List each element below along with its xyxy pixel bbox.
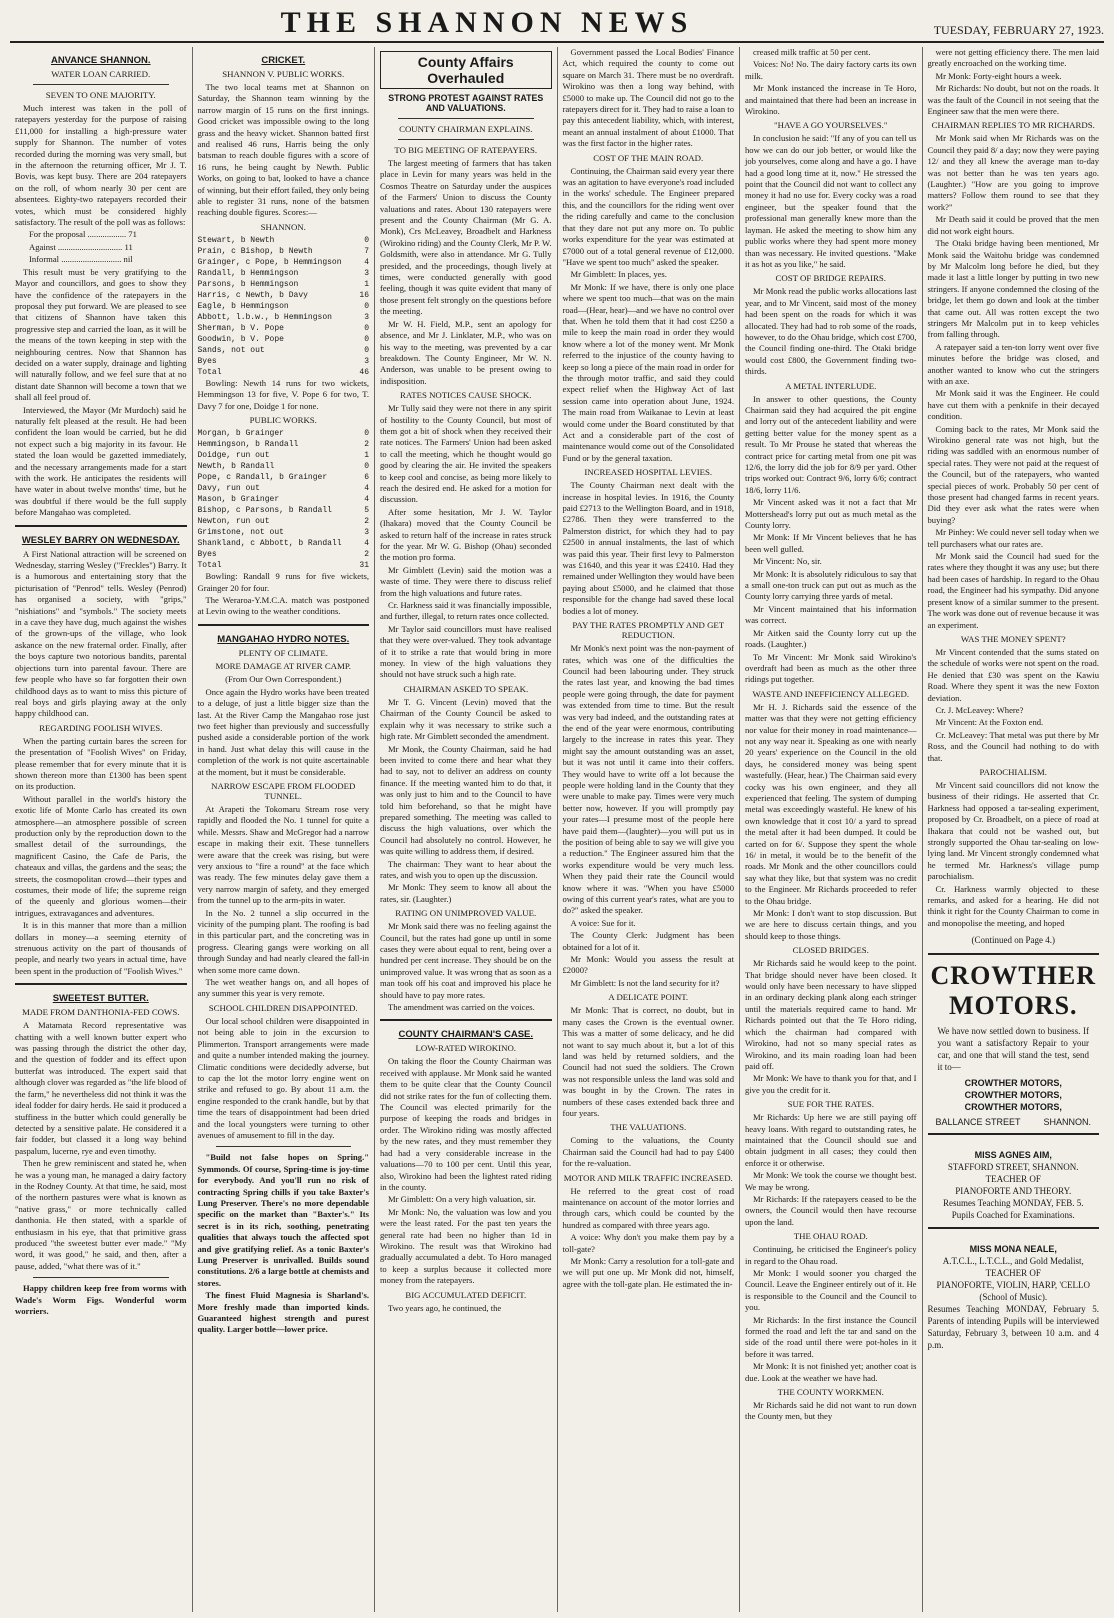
paragraph: The Otaki bridge having been mentioned, Mr Monk said the Waitohu bridge was condemned by Mr Malcolm long before he died, but they made it last a little longer by putting in two new stringers. If anyone condemned the closing of the bridge, let them go down and look at the timber that came out. All was rotten except the two stringers Mr Malcolm put in to keep vehicles from falling through.: [927, 238, 1099, 340]
paragraph: Mr Monk, the County Chairman, said he had been invited to come there and hear what they had to say, not to deliver an address on county finance. If the meeting wanted him to do that, it was only just to him and to the Council to have told him beforehand, so that he might have prepared something. The meeting was called to discuss the high valuations, over which the Council had absolutely no control. However, he was quite willing to address them, if desired.: [380, 743, 552, 857]
score-row: [198, 560, 370, 571]
paragraph: Our local school children were disappointed in not being able to join in the excursion to Plimmerton. Transport arrangements were made and quite a number intended making the journey. Climatic conditions were decidedly adverse, but to cap the lot the motor lorry engine went on strike and refused to go. By about 11 a.m. the engine responded to the crank handle, but by that time the tears of disappointment had been dried and the local youngsters were turning to other avenues of amusement to fill in the day.: [197, 1015, 369, 1140]
paragraph: Mr Monk: If we have, there is only one place where we spent too much—that was on the main road—(Hear, hear)—and we have no control over that. When he told them that it had cost £250 a mile to keep the main road in order they would know where a lot of the money went. Mr Monk referred to the injustice of the county having to keep so long a piece of the main road in order for the through motor traffic, and said they could expect relief when the Highway Act of last session came into operation about June, 1924. The main road from Waikanae to Levin at least would come under the Board constituted by that Act and a considerable part of the cost of maintenance would come out of the Consolidated Fund or by the general taxation.: [562, 281, 734, 463]
advertisement-text: "Build not false hopes on Spring." Symmonds. Of course, Spring-time is joy-time for everybody. And you'll run no risk of contracting Spring chills if you take Baxter's Lung Preserver. There's no more dependable specific on the market than "Baxter's." Its secret is in its rich, soothing, penetrating qualities that always touch the affected spot and give gratifying relief. As a tonic Baxter's Lung Preserver is unrivalled. Builds sound constitutions. 2/6 a large bottle at chemists and stores.: [197, 1152, 369, 1288]
batsman: Sherman, b V. Pope: [197, 323, 284, 333]
score-row: [198, 461, 370, 472]
column-6: [923, 47, 1105, 1612]
score-row: [198, 439, 370, 450]
divider: [33, 1277, 169, 1278]
batsman: Newton, run out: [197, 517, 270, 527]
paragraph: Mr Monk: Would you assess the result at £2000?: [562, 954, 734, 976]
paragraph: Mr W. H. Field, M.P., sent an apology for absence, and Mr J. Linklater, M.P., who was on his way to the meeting, was prevented by a car breakdown. The County Engineer, Mr W. N. Anderson, was unable to be present owing to indisposition.: [380, 318, 552, 386]
score-row: [198, 235, 370, 246]
paragraph: Mr Monk said when Mr Richards was on the Council they paid 8/ a day; now they were paying 12/ and they all knew the average man to-day was not better than he was ten years ago. (Laughter.) "How are you going to improve matters? Follow them round to see that they work?": [927, 133, 1099, 212]
paragraph: were not getting efficiency there. The men laid greatly encroached on the working time.: [927, 47, 1099, 69]
paragraph: Mr Gimblett: On a very high valuation, sir.: [388, 1194, 536, 1205]
headline: MANGAHAO HYDRO NOTES.: [217, 633, 350, 645]
headline: WESLEY BARRY ON WEDNESDAY.: [21, 534, 180, 546]
score-row: [198, 549, 370, 560]
paragraph: Mr Monk: It is not finished yet; another coat is due. Look at the weather we have had.: [745, 1361, 917, 1383]
subheadline: MADE FROM DANTHONIA-FED COWS.: [22, 1007, 180, 1018]
subheadline: REGARDING FOOLISH WIVES.: [39, 722, 163, 733]
paragraph: The Weraroa-Y.M.C.A. match was postponed at Levin owing to the weather conditions.: [197, 594, 369, 617]
runs: 1: [364, 451, 369, 461]
paragraph: Mr Richards said he would keep to the point. That bridge should never have been closed. It would only have been necessary to have slipped in an ordinary decking plank along each stringer until the materials required came to hand. Mr Richards pointed out that the Te Horo riding, which the chairman had compared with Wirokino, had not so many special rates as Wirokino, and its main roading loan had been paid off.: [745, 958, 917, 1071]
paragraph: Mr Monk: Carry a resolution for a toll-gate and we will put one up. Mr Monk did not, himself, agree with the toll-gate plan. He estimated the in-: [562, 1256, 734, 1289]
batsman: Mason, b Grainger: [197, 495, 280, 505]
paragraph: Then he grew reminiscent and stated he, when he was a young man, he managed a dairy factory in the Rodney County. At that time, he said, most of the northern pastures were what is known as "native grass," or more technically called danthonia. He then stated, with a sparkle of enthusiasm in his eye, that that primitive grass produced "the sweetest butter ever made." "My word, it was good," he said, and then, after a pause, added, "what there was of it.": [15, 1158, 187, 1271]
batsman: Randall, b Hemmingson: [197, 268, 299, 278]
issue-date: TUESDAY, FEBRUARY 27, 1923.: [933, 23, 1104, 37]
ad-line: Resumes Teaching MONDAY, FEB. 5.: [943, 1198, 1084, 1209]
ad-town: SHANNON.: [1043, 1117, 1091, 1128]
paragraph: After some hesitation, Mr J. W. Taylor (Ihakara) moved that the County Council be asked to return half of the increase in rates struck for the year. Mr W. G. Bishop (Ohau) seconded the motion pro forma.: [380, 506, 552, 563]
paragraph: In the No. 2 tunnel a slip occurred in the vicinity of the pumping plant. The roofing is bad in this particular part, and the concreting was in progress. Clearing gangs were working on all through Sunday and had nearly cleared the fall-in when some more came down.: [197, 907, 369, 975]
ad-title: MISS MONA NEALE,: [969, 1244, 1057, 1255]
batsman: Hemmingson, b Randall: [197, 440, 299, 450]
divider: [33, 84, 169, 85]
subheadline: CLOSED BRIDGES.: [792, 945, 869, 956]
subheadline: A DELICATE POINT.: [608, 992, 689, 1003]
subheadline: "HAVE A GO YOURSELVES.": [774, 120, 888, 131]
advertisement-crowther-motors: [928, 953, 1100, 1135]
column-2: [193, 47, 376, 1612]
paragraph: Much interest was taken in the poll of ratepayers yesterday for the purpose of raising £11,000 for installing a high-pressure water supply for Shannon. The number of votes recorded during the morning was very small, but in the afternoon the returning officer, Mr J. T. Bovis, was kept busy. There are 204 ratepayers on the roll, of whom nearly 30 per cent are absentees. Eighty-two ratepayers recorded their votes, which must be considered highly satisfactory. The result of the poll was as follows:: [15, 103, 187, 228]
runs: 5: [364, 506, 369, 516]
score-row: [198, 367, 370, 378]
subheadline: SEVEN TO ONE MAJORITY.: [45, 90, 156, 100]
paragraph: Voices: No! No. The dairy factory carts its own milk.: [745, 59, 917, 81]
column-4: [558, 47, 741, 1612]
paragraph: Bowling: Newth 14 runs for two wickets, Hemmingson 13 for five, V. Pope 6 for two, T. Davy 7 for one, Doidge 1 for none.: [197, 377, 369, 411]
runs: 0: [364, 345, 369, 355]
subheadline: COUNTY CHAIRMAN EXPLAINS.: [399, 124, 533, 134]
paragraph: This result must be very gratifying to the Mayor and councillors, and goes to show they have the confidence of the ratepayers in the proposal they put forward. We are pleased to see that citizens of Shannon have taken this progressive step and carried the loan, as it will be the means of the town keeping in step with the neighbouring centres. Now that Shannon has decided on a water supply, drainage and lighting will naturally follow, and we feel sure that at no distant date Shannon will become a town that we shall all feel proud of.: [15, 266, 187, 403]
byline: (From Our Own Correspondent.): [225, 673, 342, 684]
headline: ANVANCE SHANNON.: [50, 55, 151, 66]
headline: SWEETEST BUTTER.: [52, 993, 149, 1005]
ad-line: TEACHER OF: [985, 1268, 1041, 1279]
paragraph: The wet weather hangs on, and all hopes of any summer this year is very remote.: [197, 977, 369, 999]
paragraph: Bowling: Randall 9 runs for five wickets, Grainger 20 for four.: [197, 571, 369, 593]
paragraph: A voice: Why don't you make them pay by a toll-gate?: [562, 1232, 734, 1254]
ad-line: Pupils Coached for Examinations.: [951, 1210, 1075, 1221]
batsman: Stewart, b Newth: [197, 235, 275, 245]
subheadline: PAROCHIALISM.: [979, 766, 1047, 777]
subheadline: WATER LOAN CARRIED.: [51, 69, 151, 79]
score-row: [198, 505, 370, 516]
batsman: Parsons, b Hemmingson: [197, 279, 299, 289]
divider: [198, 624, 370, 626]
paragraph: The amendment was carried on the voices.: [388, 1002, 535, 1013]
paragraph: Mr Monk read the public works allocations last year, and to Mr Vincent, said most of the money had been spent on the roads for which it was allocated. They had had to rob some of the roads, however, to do the Ohau bridge, which cost £700, the Council finding one-third. The Otaki bridge would cost £800, the Government finding two-thirds.: [745, 286, 917, 377]
runs: 0: [364, 301, 369, 311]
paragraph: Coming to the valuations, the County Chairman said the Council had had to pay £400 for the re-valuation.: [562, 1135, 734, 1169]
score-row: [198, 538, 370, 549]
paragraph: Mr Monk: If Mr Vincent believes that he has been well gulled.: [745, 532, 917, 554]
paragraph: Mr Tully said they were not there in any spirit of hostility to the County Council, but most of them got a bit of shock when they received their rate notices. The Farmers' Union had been asked to call the meeting, which he thought would go good by clearing the air. He invited the speakers to keep cool and concise, as being more likely to reach the desired end. He asked for a motion for discussion.: [380, 403, 552, 505]
paragraph: Mr Monk: It is absolutely ridiculous to say that a small one-ton truck can put out as much as the County lorry carrying three yards of metal.: [745, 568, 917, 602]
paragraph: Mr Gimblett: In places, yes.: [570, 269, 667, 280]
masthead: [10, 8, 1104, 43]
paragraph: Mr Monk: No, the valuation was low and you were the least rated. For the past ten years the general rate had been no higher than 1d in Wirokino. The result was that Wirokino had gradually accumulated a debt. To Horo managed to keep a surplus because it collected more money from the ratepayers.: [380, 1206, 552, 1286]
subheadline: LOW-RATED WIROKINO.: [415, 1043, 516, 1054]
paragraph: Mr Vincent asked was it not a fact that Mr Mottershead's lorry put out as much metal as the County lorry.: [745, 497, 917, 531]
scorecard-shannon: [198, 235, 370, 378]
paragraph: Cr. McLeavey: That metal was put there by Mr Ross, and the Council had nothing to do with that.: [927, 729, 1099, 763]
batsman: Shankland, c Abbott, b Randall: [197, 539, 342, 549]
paragraph: Cr. Harkness said it was financially impossible, and further, illegal, to return rates once collected.: [380, 600, 552, 622]
paragraph: Mr Death said it could be proved that the men did not work eight hours.: [927, 214, 1099, 236]
score-row: [198, 246, 370, 257]
runs: 4: [364, 539, 369, 549]
score-row: [198, 356, 370, 367]
runs: 7: [364, 246, 369, 256]
batsman: Sands, not out: [197, 345, 265, 355]
runs: 1: [364, 279, 369, 289]
paragraph: Interviewed, the Mayor (Mr Murdoch) said he naturally felt pleased at the result. He had been confident the loan would be carried, but he did not expect such a big majority in its favour. He stated the loan would be gazetted immediately, and the necessary arrangements made for a start with the work. He anticipates the residents will have water in about twelve months' time, but he was doubtful if there would be the full supply before Mangahao was completed.: [15, 404, 187, 518]
paragraph: Government passed the Local Bodies' Finance Act, which required the county to come out square on March 31. There must be no overdraft. Wirokino was then a long way behind, with £5000 to make up. The Council did not go to the ratepayers direct for it. They had to raise a loan to pay this antecedent liability, which, with interest, meant an annual instalment of about £1000. That was the first factor in the higher rates.: [562, 47, 734, 149]
batsman: Total: [197, 561, 222, 571]
batsman: Davy, run out: [197, 484, 260, 494]
batsman: Eagle, b Hemmingson: [197, 301, 289, 311]
ad-title: CROWTHER MOTORS.: [930, 961, 1096, 1021]
batsman: Doidge, run out: [197, 451, 270, 461]
runs: 3: [364, 528, 369, 538]
score-row: [198, 257, 370, 268]
paragraph: A voice: Sue for it.: [570, 917, 636, 928]
score-row: [198, 450, 370, 461]
paragraph: Mr Monk: Forty-eight hours a week.: [935, 70, 1062, 81]
paragraph: Mr Richards: No doubt, but not on the roads. It was the fault of the Council in not seeing that the Engineer saw that the men were there.: [927, 83, 1099, 117]
columns: [10, 47, 1104, 1612]
paragraph: Once again the Hydro works have been treated to a deluge, of just a little bigger size than the last. At the River Camp the Mangahao rose just two feet higher than previously and successfully pushed aside a considerable portion of the work in hand. Just what delay this will cause in the completion of the work is not quite ascertainable at the moment, but it must be considerable.: [197, 686, 369, 777]
paragraph: Mr Monk: I don't want to stop discussion. But we are here to discuss certain things, and you should keep to those things.: [745, 908, 917, 941]
runs: 3: [364, 356, 369, 366]
score-row: [198, 527, 370, 538]
ad-line: PIANOFORTE AND THEORY.: [955, 1186, 1072, 1197]
score-row: [198, 483, 370, 494]
paragraph: The chairman: They want to hear about the rates, and wish you to open up the discussion.: [380, 858, 552, 880]
subheadline: TO BIG MEETING OF RATEPAYERS.: [394, 145, 538, 155]
paragraph: He referred to the great cost of road maintenance on account of the motor lorries and through cars, which could be counted by the hundred as compared with three years ago.: [562, 1185, 734, 1230]
team-name: PUBLIC WORKS.: [249, 415, 317, 426]
paragraph: Mr Monk: We took the course we thought best. We may be wrong.: [745, 1170, 917, 1192]
divider: [15, 983, 187, 985]
runs: 0: [364, 323, 369, 333]
team-name: SHANNON.: [260, 221, 306, 232]
batsman: Grimstone, not out: [197, 528, 284, 538]
paragraph: Mr Monk: That is correct, no doubt, but in many cases the Crown is the eventual owner. This was a matter of some delicacy, and he did not want to say much about it, but a lot of this land was held by returned soldiers, and the Council had not sued the soldiers. The Crown was not responsible unless the land was sold and was bought in by the Crown. The rates in numbers of these cases extended back three and four years.: [562, 1005, 734, 1118]
paragraph: Mr Monk: We have to thank you for that, and I give you the credit for it.: [745, 1073, 917, 1095]
batsman: Abbott, l.b.w., b Hemmingson: [197, 312, 332, 322]
subheadline: WAS THE MONEY SPENT?: [960, 633, 1066, 644]
subheadline: PLENTY OF CLIMATE.: [238, 647, 328, 658]
paragraph: Mr Vincent: No, sir.: [753, 556, 822, 567]
subheadline: INCREASED HOSPITAL LEVIES.: [584, 467, 713, 478]
paragraph: To Mr Vincent: Mr Monk said Wirokino's overdraft had been as much as the other three ridings put together.: [745, 651, 917, 685]
score-row: [198, 472, 370, 483]
divider: [398, 139, 534, 140]
runs: 4: [364, 484, 369, 494]
batsman: Prain, c Bishop, b Newth: [197, 246, 313, 256]
paragraph: In answer to other questions, the County Chairman said they had acquired the pit engine and lorry out of the antecedent liability and were getting better value for the money spent as a result. To Mr Prouse he stated that whereas the contract price for carting metal from one pit was 12/6, the lorry did the job for 8/9 per yard. Other trips worked out: Contract 9/6, lorry 6/6; contract 18/6, lorry 11/6.: [745, 393, 917, 495]
continuation-note: (Continued on Page 4.): [971, 935, 1055, 946]
paragraph: It is in this manner that more than a million dollars in money—a seeming eternity of strenuous activity on the part of thousands of people, and nearly two years in actual time, have been spent in the production of "Foolish Wives.": [15, 920, 187, 976]
column-1: [10, 47, 193, 1612]
subheadline: STRONG PROTEST AGAINST RATES AND VALUATIONS.: [388, 93, 544, 113]
headline: CRICKET.: [261, 55, 306, 66]
subheadline: SUE FOR THE RATES.: [787, 1099, 874, 1110]
subheadline: MOTOR AND MILK TRAFFIC INCREASED.: [563, 1172, 733, 1183]
paragraph: When the parting curtain bares the screen for the presentation of "Foolish Wives" on Friday, please remember that for every minute that it is shown thereon more than £1300 has been spent on its production.: [15, 735, 187, 792]
ad-line: CROWTHER MOTORS,: [964, 1090, 1062, 1101]
ad-line: PIANOFORTE, VIOLIN, HARP, 'CELLO: [936, 1280, 1090, 1291]
divider: [216, 1146, 352, 1147]
subheadline: MORE DAMAGE AT RIVER CAMP.: [215, 660, 351, 671]
ad-address: [928, 1113, 1100, 1127]
paragraph: Mr Pinhey: We could never sell today when we tell purchasers what our rates are.: [927, 527, 1099, 549]
paragraph: Mr Richards said he did not want to run down the County men, but they: [745, 1400, 917, 1422]
batsman: Grainger, c Pope, b Hemmingson: [197, 257, 342, 267]
paragraph: The County Clerk: Judgment has been obtained for a lot of it.: [562, 930, 734, 952]
paragraph: Mr Monk said the Council had sued for the rates where they thought it was any use; but there had been cases of hardship. In regard to the Ohau road, the Engineer had his sympathy. Did anyone present know of a similar summer to the present. The work was done out of revenue because it was an experiment.: [927, 551, 1099, 630]
headline: COUNTY CHAIRMAN'S CASE.: [398, 1029, 534, 1041]
score-row: [198, 323, 370, 334]
subheadline: CHAIRMAN ASKED TO SPEAK.: [403, 683, 529, 694]
paragraph: Mr Richards: If the ratepayers ceased to be the owners, the Council would then have recourse upon the land.: [745, 1193, 917, 1227]
subheadline: THE VALUATIONS.: [610, 1122, 687, 1133]
score-row: [198, 290, 370, 301]
scorecard-public-works: [198, 428, 370, 571]
paragraph: Mr Richards: Up here we are still paying off heavy loans. With regard to outstanding rates, he maintained that the Council should sue and obtain judgment in all cases; they could then enforce it or otherwise.: [745, 1112, 917, 1168]
paragraph: Cr. Harkness warmly objected to these remarks, and asked for a hearing. He did not think it right for the County Chairman to come in and monopolise the meeting, and hoped: [927, 883, 1099, 928]
runs: 2: [364, 440, 369, 450]
ad-line: CROWTHER MOTORS,: [964, 1078, 1062, 1089]
score-row: [198, 301, 370, 312]
paragraph: Mr Taylor said councillors must have realised that they were over-valued. They took advantage of it to strike a rate that would bring in more money. In view of the high valuations they should not have struck such a high rate.: [380, 623, 552, 680]
subheadline: CHAIRMAN REPLIES TO MR RICHARDS.: [931, 120, 1095, 131]
paragraph: Continuing, the Chairman said every year there was an agitation to have everyone's road included in the works' schedule. The Engineer prepared this, and the councillors for the riding went over the riding carefully and came to the conclusion that they dare not put any more on. To public works expenditure for the year was estimated at £7000 out of a total general revenue of £12,000. "Have we spent too much" asked the speaker.: [562, 165, 734, 267]
score-row: [198, 516, 370, 527]
paragraph: A Matamata Record representative was chatting with a well known butter expert who was passing through the district the other day, and the question of fodder and its effect upon butterfat was introduced. The expert said that although clover was regarded as "the life blood of the farm," he nevertheless did not think it was the ideal fodder for dairy herds. He said it produced a stuffiness in the butter which could generally be detected by a sensitive palate. He considered it a fair fodder, but classed it a long way behind paspalum, lucerne, rye and even timothy.: [15, 1020, 187, 1156]
advertisement-text: Happy children keep free from worms with Wade's Worm Figs. Wonderful worm worriers.: [15, 1283, 187, 1316]
paragraph: Mr Monk: I would sooner you charged the Council. Leave the Engineer entirely out of it. He is responsible to the Council and the Council to you.: [745, 1268, 917, 1313]
runs: 2: [364, 517, 369, 527]
runs: 4: [364, 495, 369, 505]
divider: [15, 525, 187, 527]
subheadline: SCHOOL CHILDREN DISAPPOINTED.: [208, 1002, 358, 1013]
score-row: [198, 279, 370, 290]
paragraph: The County Chairman next dealt with the increase in hospital levies. In 1916, the County paid £2713 to the Wellington Board, and in 1918, £2786. Then they were transferred to the Palmerston district, for which they had to pay £2500 in annual instalments, the last of which was paid this year. Their first levy to Palmerston was £1640, and this year it was £2410. Had they remained under Wellington they would have been paying about £5000, and he claimed that those responsible for the change had saved these local bodies a lot of money.: [562, 480, 734, 616]
ad-line: STAFFORD STREET, SHANNON.: [947, 1162, 1079, 1173]
subheadline: RATES NOTICES CAUSE SHOCK.: [400, 390, 532, 401]
ad-line: CROWTHER MOTORS,: [964, 1102, 1062, 1113]
paragraph: Coming back to the rates, Mr Monk said the Wirokino general rate was not high, but the riding was saddled with an enormous number of special rates. They were not paid at the request of the Council, but of the ratepayers, who wanted special pieces of work. Probably 50 per cent of those present had changed farms in recent years. Did they ever ask what the rates were when buying?: [927, 423, 1099, 525]
main-headline: County Affairs Overhauled: [380, 51, 552, 89]
divider: [398, 118, 534, 119]
batsman: Pope, c Randall, b Grainger: [197, 473, 328, 483]
score-row: [198, 345, 370, 356]
runs: 0: [364, 429, 369, 439]
paragraph: creased milk traffic at 50 per cent.: [753, 47, 871, 57]
paragraph: Cr. J. McLeavey: Where?: [935, 704, 1024, 715]
paragraph: The largest meeting of farmers that has taken place in Levin for many years was held in the Cosmos Theatre on Saturday under the auspices of the Farmers' Union to discuss the County valuations and rates. About 130 ratepayers were present and the County Chairman (Mr G. A. Monk), Crs McLeavey, Broadbelt and Harkness (Wirokino riding) and the County Clerk, Mr P. W. Goldsmith, were also in attendance. Mr G. Tully presided, and the proceedings, though lively at times, were conducted generally with good feeling, though it was quite evident that many of those present felt strongly on the questions before the meeting.: [380, 158, 552, 317]
subheadline: WASTE AND INEFFICIENCY ALLEGED.: [752, 688, 910, 699]
score-row: [198, 268, 370, 279]
ad-line: (School of Music).: [979, 1292, 1048, 1303]
paragraph: In conclusion he said: "If any of you can tell us how we can do our job better, or would like the job yourselves, come along and have a go. I have had a good long time at it, now." He stressed the point that the Council did not want to collect any money it had no use for. Every cocky was a road engineer, but the speaker found that the professional man generally knew more than the layman. He asked the meeting to show him any public works where they had spent more money than was necessary. He invited questions. "Make it as hot as you like," he said.: [745, 133, 917, 269]
ad-street: BALLANCE STREET: [935, 1117, 1021, 1128]
paragraph: The two local teams met at Shannon on Saturday, the Shannon team winning by the narrow margin of 15 runs on the first innings. Good cricket was impossible owing to the long grass and the heavy wicket. Shannon batted first and realised 46 runs, Harris being the only batsman to reach double figures with a score of 16 runs, he being caught by Newth. Public Works, on going to bat, looked to have a chance of winning, but their effort failed, they only being able to register 31 runs, none of the batsmen reaching double figures. Scores:—: [197, 82, 369, 218]
paragraph: Mr H. J. Richards said the essence of the matter was that they were not getting efficiency nor value for their money in road maintenance—not any way near it. Speaking as one with nearly 20 years' experience on the Council in the old days, he considered money was being spent wastefully. (Hear, hear.) The Chairman said every cocky was his own engineer, and they all experienced that feeling. The system of dumping metal was exceedingly wasteful. He knew of his own knowledge that it cost 10/ a yard to spread the metal after it had been dumped. It could be carted on for 6/. Suppose they spent the whole 16/ in metal, it would be to the benefit of the roads. Mr Monk and the other councillors could say what they like, but that system was no credit to the Engineer. Mr Richards proceeded to refer to the Ohau bridge.: [745, 701, 917, 906]
paragraph: Mr Vincent contended that the sums stated on the schedule of works were not spent on the road. He denied that £30 was spent on the Kawiu Road. Where they spent it was the new Foxton deviation.: [927, 646, 1099, 703]
subheadline: COST OF BRIDGE REPAIRS.: [775, 273, 886, 284]
score-row: [198, 334, 370, 345]
runs: 4: [364, 257, 369, 267]
paragraph: A First National attraction will be screened on Wednesday, starring Wesley ("Freckles") Barry. It is a humorous and entertaining story that the picturisation of "Penrod" tells. Wesley (Penrod) has organised a society, with "grips," "nishiations" and "symbols." The society meets in a cave they have dug, much against the wishes of the grown-ups of the village, who look askance on the new fraternal order. Finally, after the boys capture two notorious bandits, parental objections turn into parental favour. There are few people who have so far forgotten their own childhood days as to want to miss this picture of real boys and girls playing away at the only happy childhood can.: [15, 548, 187, 719]
ad-line: A.T.C.L., L.T.C.L., and Gold Medalist,: [942, 1256, 1084, 1267]
poll-line: Against .............................. 11: [29, 241, 133, 252]
paragraph: Mr Monk instanced the increase in Te Horo, and maintained that there had been an increase in Wirokino.: [745, 83, 917, 117]
paragraph: Without parallel in the world's history the exotic life of Monte Carlo has created its own atmosphere—an atmosphere possible of screen production only by the reproduction down to the smallest detail of the surroundings, the magnificent Casino, the Cafe de Paris, the chateaux and villas, the gardens and the seas; the streets, the cosmopolitan crowd—their types and costumes, their mode of life; the supreme reign of the queenly and glorious women—their intrigues, extravagances and adventures.: [15, 793, 187, 918]
score-row: [198, 494, 370, 505]
column-3: [375, 47, 558, 1612]
runs: 46: [359, 367, 369, 377]
subheadline: COST OF THE MAIN ROAD.: [593, 152, 704, 163]
score-row: [198, 312, 370, 323]
paragraph: Mr Monk said there was no feeling against the Council, but the rates had gone up until in some cases they were about equal to rent, being over a hundred per cent increase. They should be on the unimproved value. It was wrong that as soon as a man took off his coat and improved his place he should have to pay more rates.: [380, 921, 552, 1000]
score-row: [198, 428, 370, 439]
subheadline: THE COUNTY WORKMEN.: [777, 1387, 884, 1398]
subheadline: RATING ON UNIMPROVED VALUE.: [395, 908, 537, 919]
runs: 0: [364, 462, 369, 472]
subheadline: PAY THE RATES PROMPTLY AND GET REDUCTION.: [572, 620, 725, 641]
paragraph: Mr Aitken said the County lorry cut up the roads. (Laughter.): [745, 627, 917, 650]
batsman: Goodwin, b V. Pope: [197, 334, 284, 344]
ad-title: MISS AGNES AIM,: [974, 1150, 1052, 1161]
paragraph: A ratepayer said a ten-ton lorry went over five minutes before the bridge was closed, and another wanted to know who cut the stringers with an axe.: [927, 341, 1099, 386]
runs: 0: [364, 235, 369, 245]
runs: 31: [359, 561, 369, 571]
column-5: [740, 47, 923, 1612]
runs: 0: [364, 334, 369, 344]
paragraph: At Arapeti the Tokomaru Stream rose very rapidly and flooded the No. 1 tunnel for quite a while. Messrs. Shaw and McGregor had a narrow escape in making their exit. These tunnellers were aware that the creek was rising, but were very anxious to "fire a round" at the face which was ready. The few minutes delay gave them a very narrow margin of safety, and they emerged from the tunnel up to the arm-pits in water.: [197, 803, 369, 906]
paragraph: Two years ago, he continued, the: [388, 1302, 502, 1313]
runs: 3: [364, 268, 369, 278]
subheadline: NARROW ESCAPE FROM FLOODED TUNNEL.: [211, 780, 356, 801]
poll-line: Informal ............................ nil: [29, 254, 133, 265]
paragraph: Mr Vincent said councillors did not know the business of their ridings. He asserted that Cr. Harkness had opposed a tar-sealing experiment, proposed by Cr. Broadbelt, on a piece of road at Ihakara that could not be washed out, but strongly supported the Ohau tar-sealing on low-lying land. Mr Vincent strongly condemned what he termed Mr. Harkness's village pump parochialism.: [927, 779, 1099, 882]
subheadline: BIG ACCUMULATED DEFICIT.: [405, 1289, 527, 1300]
subheadline: THE OHAU ROAD.: [793, 1231, 868, 1242]
paragraph: Continuing, he criticised the Engineer's policy in regard to the Ohau road.: [745, 1244, 917, 1266]
poll-line: For the proposal .................. 71: [29, 229, 137, 240]
batsman: Bishop, c Parsons, b Randall: [197, 506, 332, 516]
runs: 2: [364, 550, 369, 560]
paragraph: Mr Vincent: At the Foxton end.: [935, 717, 1044, 728]
advertisement-agnes-aim: [928, 1143, 1100, 1229]
paragraph: Mr Monk said it was the Engineer. He could have cut them with a penknife in their decayed condition.: [927, 388, 1099, 422]
paragraph: Mr Gimblett (Levin) said the motion was a waste of time. They were there to discuss relief from the high valuations and future rates.: [380, 564, 552, 598]
paragraph: Mr Monk's next point was the non-payment of rates, which was one of the difficulties the Council had been labouring under. They struck the rates last year, and knowing the bad times people were going through, the date for payment was extended from time to time. But the result was very bad indeed, and the outstanding rates at the end of the year were enormous, contributing largely to the increase in rates this year. They might say the amount outstanding was an asset, but it was not until it came into their coffers. They would have to write off a lot because the people were holding land in the County that they were unable to make pay. Times were very much better now, however. If you will promptly pay your rates—I presume most of the people here have paid them—(laughter)—you will put us in the position of being able to say we will give you a reduction." The Engineer assured him that the works expenditure would be very much less. When they paid their rate the Council would know where it was. "When you have £5000 owing of this current year's rates, what are you to do?" asked the speaker.: [562, 643, 734, 916]
newspaper-title: THE SHANNON NEWS: [280, 6, 694, 39]
ad-line: Resumes Teaching MONDAY, February 5. Parents of intending Pupils will be interviewed Saturday, February 3, between 10 a.m. and 4 p.m.: [927, 1304, 1099, 1351]
paragraph: Mr T. G. Vincent (Levin) moved that the Chairman of the County Council be asked to explain why it was necessary to strike such a high rate. Mr Gimblett seconded the amendment.: [380, 696, 552, 742]
subheadline: A METAL INTERLUDE.: [785, 380, 877, 391]
runs: 6: [364, 473, 369, 483]
paragraph: Mr Gimblett: Is not the land security for it?: [570, 977, 720, 988]
paragraph: Mr Richards: In the first instance the Council formed the road and left the tar and sand on the side of the road until there were pot-holes in it before it was tarred.: [745, 1314, 917, 1359]
divider: [380, 1019, 552, 1021]
batsman: Total: [197, 367, 222, 377]
runs: 3: [364, 312, 369, 322]
paragraph: Mr Monk: They seem to know all about the rates, sir. (Laughter.): [380, 882, 552, 904]
batsman: Morgan, b Grainger: [197, 429, 284, 439]
ad-line: TEACHER OF: [985, 1174, 1041, 1185]
advertisement-mona-neale: [928, 1237, 1100, 1357]
ad-body: We have now settled down to business. If you want a satisfactory Repair to your car, and one that will stand the test, send it to—: [937, 1026, 1089, 1073]
paragraph: Mr Vincent maintained that his information was correct.: [745, 603, 917, 626]
advertisement-text: The finest Fluid Magnesia is Sharland's. More freshly made than imported kinds. Guaranteed highest strength and purest quality. Larger bottle—lower price.: [197, 1290, 369, 1335]
batsman: Byes: [197, 550, 217, 560]
subheadline: SHANNON V. PUBLIC WORKS.: [222, 69, 345, 79]
runs: 16: [359, 290, 369, 300]
paragraph: On taking the floor the County Chairman was received with applause. Mr Monk said he wanted them to be quite clear that the County Council did not strike rates for the fun of collecting them. The Council was elected primarily for the purpose of keeping the roads and bridges in order. The Wirokino riding was mostly affected by the new rates, and they must remember they had had a very considerable increase in the valuations—70 to 100 per cent. Until this year, also, Wirokino had been the lightest rated riding in the county.: [380, 1056, 552, 1192]
batsman: Newth, b Randall: [197, 462, 275, 472]
batsman: Harris, c Newth, b Davy: [197, 290, 308, 300]
batsman: Byes: [197, 356, 217, 366]
